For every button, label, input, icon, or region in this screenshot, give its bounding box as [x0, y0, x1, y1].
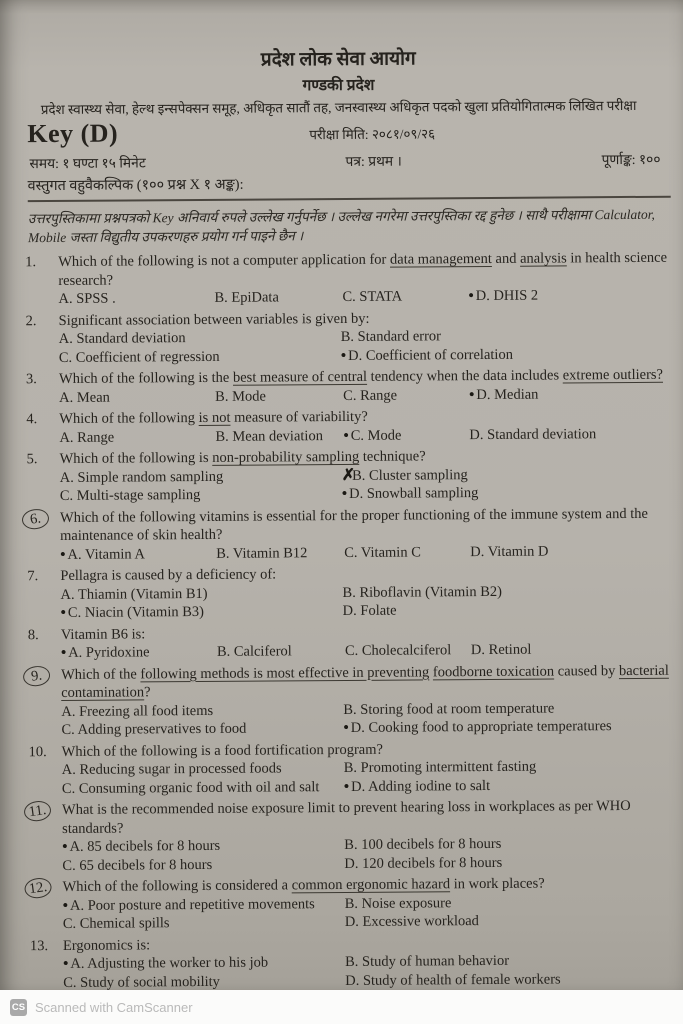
answer-dot-icon: • — [469, 386, 475, 403]
section-label: वस्तुगत वहुवैकल्पिक (१०० प्रश्न X १ अङ्क): — [27, 176, 244, 195]
options-row — [60, 464, 675, 505]
camscanner-bar — [0, 990, 683, 1024]
option-label: A. 85 decibels for 8 hours — [69, 837, 221, 855]
question-number-circled: 6. — [21, 507, 50, 530]
option-label: C. Coefficient of regression — [58, 348, 220, 366]
camscanner-badge-icon: CS — [10, 999, 27, 1016]
option — [215, 426, 343, 445]
key-label: Key (D) — [27, 118, 119, 149]
option-label: B. Storing food at room temperature — [343, 700, 555, 718]
answer-dot-icon: • — [343, 778, 350, 795]
option — [469, 424, 674, 444]
option-label: A. Pyridoxine — [68, 644, 150, 661]
option — [345, 951, 678, 972]
option — [343, 698, 676, 719]
answer-dot-icon: • — [62, 838, 68, 855]
underlined-text: extreme outliers? — [562, 366, 664, 384]
option-label: D. Excessive workload — [344, 913, 479, 930]
text-segment: Which of the following vitamins is essential for the proper functioning of the immune system and the maintenance of skin health? — [59, 505, 648, 544]
question-text — [60, 504, 675, 545]
text-segment: Which of the following is considered a — [62, 877, 292, 895]
answer-dot-icon: • — [63, 955, 69, 972]
option-label: D. Standard deviation — [469, 425, 597, 443]
option-label: B. Vitamin B12 — [216, 544, 308, 562]
option-label: A. Mean — [59, 389, 110, 406]
option — [215, 386, 343, 405]
exam-description: प्रदेश स्वास्थ्य सेवा, हेल्थ इन्सपेक्सन समूह, अधिकृत सातौं तह, जनस्वास्थ्य अधिकृत पदको खुला प्रतियोगितात्मक लिखित परीक्षा — [40, 97, 637, 118]
option-label: D. Adding iodine to salt — [351, 777, 491, 795]
option-label: C. Vitamin C — [344, 543, 421, 561]
option — [61, 700, 343, 720]
text-segment: Significant association between variables is given by: — [58, 310, 370, 329]
question-body — [59, 366, 674, 407]
answer-dot-icon: • — [62, 897, 69, 914]
option — [471, 640, 676, 660]
options-row — [63, 892, 678, 933]
option-label: C. Adding preservatives to food — [61, 720, 247, 738]
cross-mark-icon: ✗ — [341, 466, 356, 484]
option-label: B. Promoting intermittent fasting — [343, 758, 537, 776]
option-label: C. Mode — [350, 427, 402, 444]
option — [60, 485, 342, 505]
option — [345, 641, 471, 660]
option — [62, 759, 344, 779]
underlined-text: foodborne toxication — [432, 663, 555, 680]
question-body — [58, 249, 673, 309]
option-label: C. Consuming organic food with oil and salt — [61, 778, 320, 797]
question-number: 1. — [25, 254, 37, 271]
underlined-text: analysis — [519, 250, 567, 267]
question-body — [62, 874, 677, 934]
option-label: A. SPSS . — [58, 290, 116, 307]
options-row — [61, 640, 676, 663]
question-text — [61, 661, 676, 702]
option-label: C. Range — [343, 387, 398, 404]
key-row — [0, 117, 680, 156]
question-text — [62, 797, 677, 838]
option-label: C. Study of social mobility — [63, 973, 220, 991]
question-text — [58, 249, 673, 290]
answer-dot-icon: • — [343, 719, 349, 736]
text-segment: Which of the following is not a computer application for — [58, 251, 391, 270]
option — [469, 384, 674, 404]
option-label: B. Mode — [215, 388, 266, 405]
text-segment: Which of the — [61, 665, 141, 683]
option-label: D. Vitamin D — [470, 543, 549, 560]
question-number-circled: 11. — [23, 799, 52, 822]
option-label: C. Chemical spills — [62, 915, 170, 932]
options-row — [59, 384, 674, 407]
text-segment: ? — [144, 684, 151, 701]
option-label: D. Median — [476, 386, 539, 403]
text-segment: caused by — [554, 662, 619, 680]
question — [21, 366, 674, 408]
question-number-circled: 9. — [22, 664, 51, 687]
option — [341, 326, 674, 347]
question-body — [59, 406, 674, 447]
document-content — [0, 46, 683, 996]
options-row — [59, 326, 674, 367]
underlined-text: data management — [389, 250, 492, 268]
options-row — [61, 698, 676, 739]
question — [24, 874, 677, 934]
option-label: B. Standard error — [340, 328, 442, 346]
option — [60, 583, 342, 603]
question-body — [63, 932, 678, 992]
text-segment: Pellagra is caused by a deficiency of: — [60, 566, 277, 584]
option-label: A. Freezing all food items — [61, 702, 214, 720]
question-body — [60, 446, 675, 506]
option — [343, 717, 676, 738]
option — [342, 464, 675, 485]
option — [345, 969, 678, 990]
question — [23, 661, 677, 740]
option-label: D. DHIS 2 — [475, 287, 539, 305]
option — [342, 581, 675, 602]
question-number: 2. — [25, 312, 37, 329]
options-row — [58, 286, 673, 309]
option — [61, 602, 343, 622]
option — [63, 913, 345, 933]
text-segment: in health science research? — [58, 249, 668, 289]
option-label: A. Reducing sugar in processed foods — [61, 760, 282, 778]
section-header — [28, 172, 671, 202]
option — [61, 719, 343, 739]
option — [214, 288, 342, 307]
question-number: 3. — [25, 371, 37, 388]
option — [59, 328, 341, 348]
option — [342, 287, 468, 306]
option — [344, 834, 677, 855]
question-body — [62, 738, 677, 798]
option-label: C. Multi-stage sampling — [59, 486, 201, 504]
option — [344, 757, 677, 778]
question-number: 4. — [26, 411, 38, 428]
questions-list — [20, 249, 678, 993]
underlined-text: best measure of central — [232, 368, 368, 386]
options-row — [62, 834, 677, 875]
option-label: B. Mean deviation — [215, 427, 323, 445]
option-label: D. Coefficient of correlation — [348, 346, 513, 364]
option-label: B. Study of human behavior — [345, 952, 510, 970]
option — [342, 483, 675, 504]
answer-dot-icon: • — [60, 644, 67, 661]
options-row — [59, 424, 674, 447]
text-segment: Vitamin B6 is: — [60, 625, 146, 643]
option-label: A. Vitamin A — [67, 545, 145, 563]
underlined-text: is not — [198, 409, 231, 426]
option — [58, 289, 214, 309]
option — [344, 543, 470, 562]
option-label: D. Cooking food to appropriate temperatures — [350, 718, 612, 736]
options-row — [60, 581, 675, 622]
text-segment: Which of the following is the — [58, 369, 234, 387]
option — [62, 836, 344, 856]
question — [22, 504, 675, 564]
underlined-text: non-probability sampling — [212, 448, 360, 466]
option-label: B. Calciferol — [216, 643, 292, 660]
option — [345, 892, 678, 913]
question — [21, 307, 674, 367]
province-title: गण्डकी प्रदेश — [302, 76, 375, 95]
option — [63, 953, 345, 973]
question — [22, 446, 675, 506]
question-number: 5. — [26, 451, 38, 468]
option — [61, 643, 217, 663]
question-number-circled: 12. — [23, 876, 52, 899]
options-row — [62, 757, 677, 798]
option — [344, 775, 677, 796]
exam-date: परीक्षा मिति: २०८१/०९/२६ — [309, 126, 436, 143]
text-segment: What is the recommended noise exposure limit to prevent hearing loss in workplaces as per WHO standards? — [61, 797, 631, 837]
option-label: A. Standard deviation — [58, 330, 186, 347]
option-label: C. Niacin (Vitamin B3) — [67, 603, 205, 621]
option-label: B. Riboflavin (Vitamin B2) — [342, 583, 502, 601]
option — [62, 854, 344, 874]
option-label: D. Snowball sampling — [349, 485, 479, 502]
question-number: 13. — [29, 937, 49, 954]
answer-dot-icon: • — [341, 485, 348, 502]
options-row — [60, 541, 675, 564]
full-marks-label: पूर्णाङ्क: १०० — [601, 151, 661, 168]
option-label: A. Adjusting the worker to his job — [70, 954, 269, 972]
question-body — [61, 621, 676, 662]
question-body — [60, 504, 675, 564]
option — [468, 286, 673, 306]
option — [63, 894, 345, 914]
option — [59, 347, 341, 367]
option — [217, 642, 345, 661]
text-segment: in work places? — [449, 875, 545, 893]
option-label: A. Poor posture and repetitive movements — [69, 895, 315, 914]
answer-dot-icon: • — [340, 347, 347, 364]
options-row — [63, 951, 678, 992]
question-number: 10. — [28, 743, 47, 760]
question-body — [61, 661, 677, 739]
text-segment: measure of variability? — [230, 408, 368, 426]
option — [63, 971, 345, 991]
text-segment: and — [491, 250, 521, 267]
option — [343, 426, 469, 445]
paper-label: पत्र: प्रथम । — [345, 153, 402, 169]
question — [21, 406, 674, 448]
option-label: A. Range — [59, 429, 115, 446]
text-segment: Which of the following is a food fortification program? — [61, 741, 383, 760]
question-body — [62, 797, 678, 875]
option — [343, 600, 676, 621]
underlined-text: common ergonomic hazard — [291, 876, 451, 894]
option-label: D. Study of health of female workers — [345, 970, 561, 989]
option — [60, 544, 216, 564]
question — [23, 621, 676, 663]
option-label: B. 100 decibels for 8 hours — [344, 835, 502, 853]
option — [343, 386, 469, 405]
option-label: D. 120 decibels for 8 hours — [344, 854, 503, 872]
option — [344, 852, 677, 873]
option-label: B. Noise exposure — [344, 894, 452, 912]
option-label: B. Cluster sampling — [352, 466, 468, 484]
answer-dot-icon: • — [60, 604, 66, 621]
option — [345, 911, 678, 932]
answer-dot-icon: • — [343, 427, 349, 444]
option-label: D. Retinol — [470, 641, 532, 659]
text-segment: tendency when the data includes — [366, 367, 563, 385]
question-body — [60, 563, 675, 623]
option-label: A. Thiamin (Vitamin B1) — [60, 585, 208, 603]
answer-dot-icon: • — [60, 546, 66, 563]
camscanner-text: Scanned with CamScanner — [35, 999, 193, 1015]
option-label: B. EpiData — [214, 289, 279, 306]
answer-dot-icon: • — [468, 288, 474, 305]
underlined-text: following methods is most effective in preventing — [140, 663, 430, 682]
question — [24, 797, 678, 876]
text-segment: technique? — [359, 448, 426, 465]
option — [59, 427, 215, 447]
underlined-text: bacterial contamination — [61, 662, 669, 701]
org-title: प्रदेश लोक सेवा आयोग — [260, 48, 416, 71]
question-number: 8. — [27, 626, 39, 643]
instructions-text: उत्तरपुस्तिकामा प्रश्नपत्रको Key अनिवार्य रुपले उल्लेख गर्नुपर्नेछ । उल्लेख नगरेमा उत्तरपुस्तिका रद्द हुनेछ । साथै परीक्षामा Calculator, Mobile जस्ता विद्युतीय उपकरणहरु प्रयोग गर्न पाइने छैन । — [27, 206, 655, 246]
option — [60, 466, 342, 486]
question — [22, 563, 675, 623]
option-label: C. STATA — [342, 288, 403, 305]
option — [59, 387, 215, 407]
question-number: 7. — [27, 568, 39, 585]
option-label: D. Folate — [342, 602, 397, 619]
option-label: A. Simple random sampling — [59, 468, 224, 486]
option — [341, 344, 674, 365]
option — [216, 543, 344, 562]
option-label: C. Cholecalciferol — [344, 642, 452, 659]
option-label: C. 65 decibels for 8 hours — [62, 856, 213, 874]
question — [20, 249, 673, 309]
question — [25, 932, 678, 992]
text-segment: Which of the following — [59, 409, 199, 427]
question — [24, 738, 677, 798]
option — [62, 777, 344, 797]
text-segment: Ergonomics is: — [62, 936, 151, 954]
option — [470, 541, 675, 561]
time-label: समय: १ घण्टा १५ मिनेट — [29, 155, 146, 172]
question-body — [59, 307, 674, 367]
text-segment: Which of the following is — [59, 449, 213, 467]
